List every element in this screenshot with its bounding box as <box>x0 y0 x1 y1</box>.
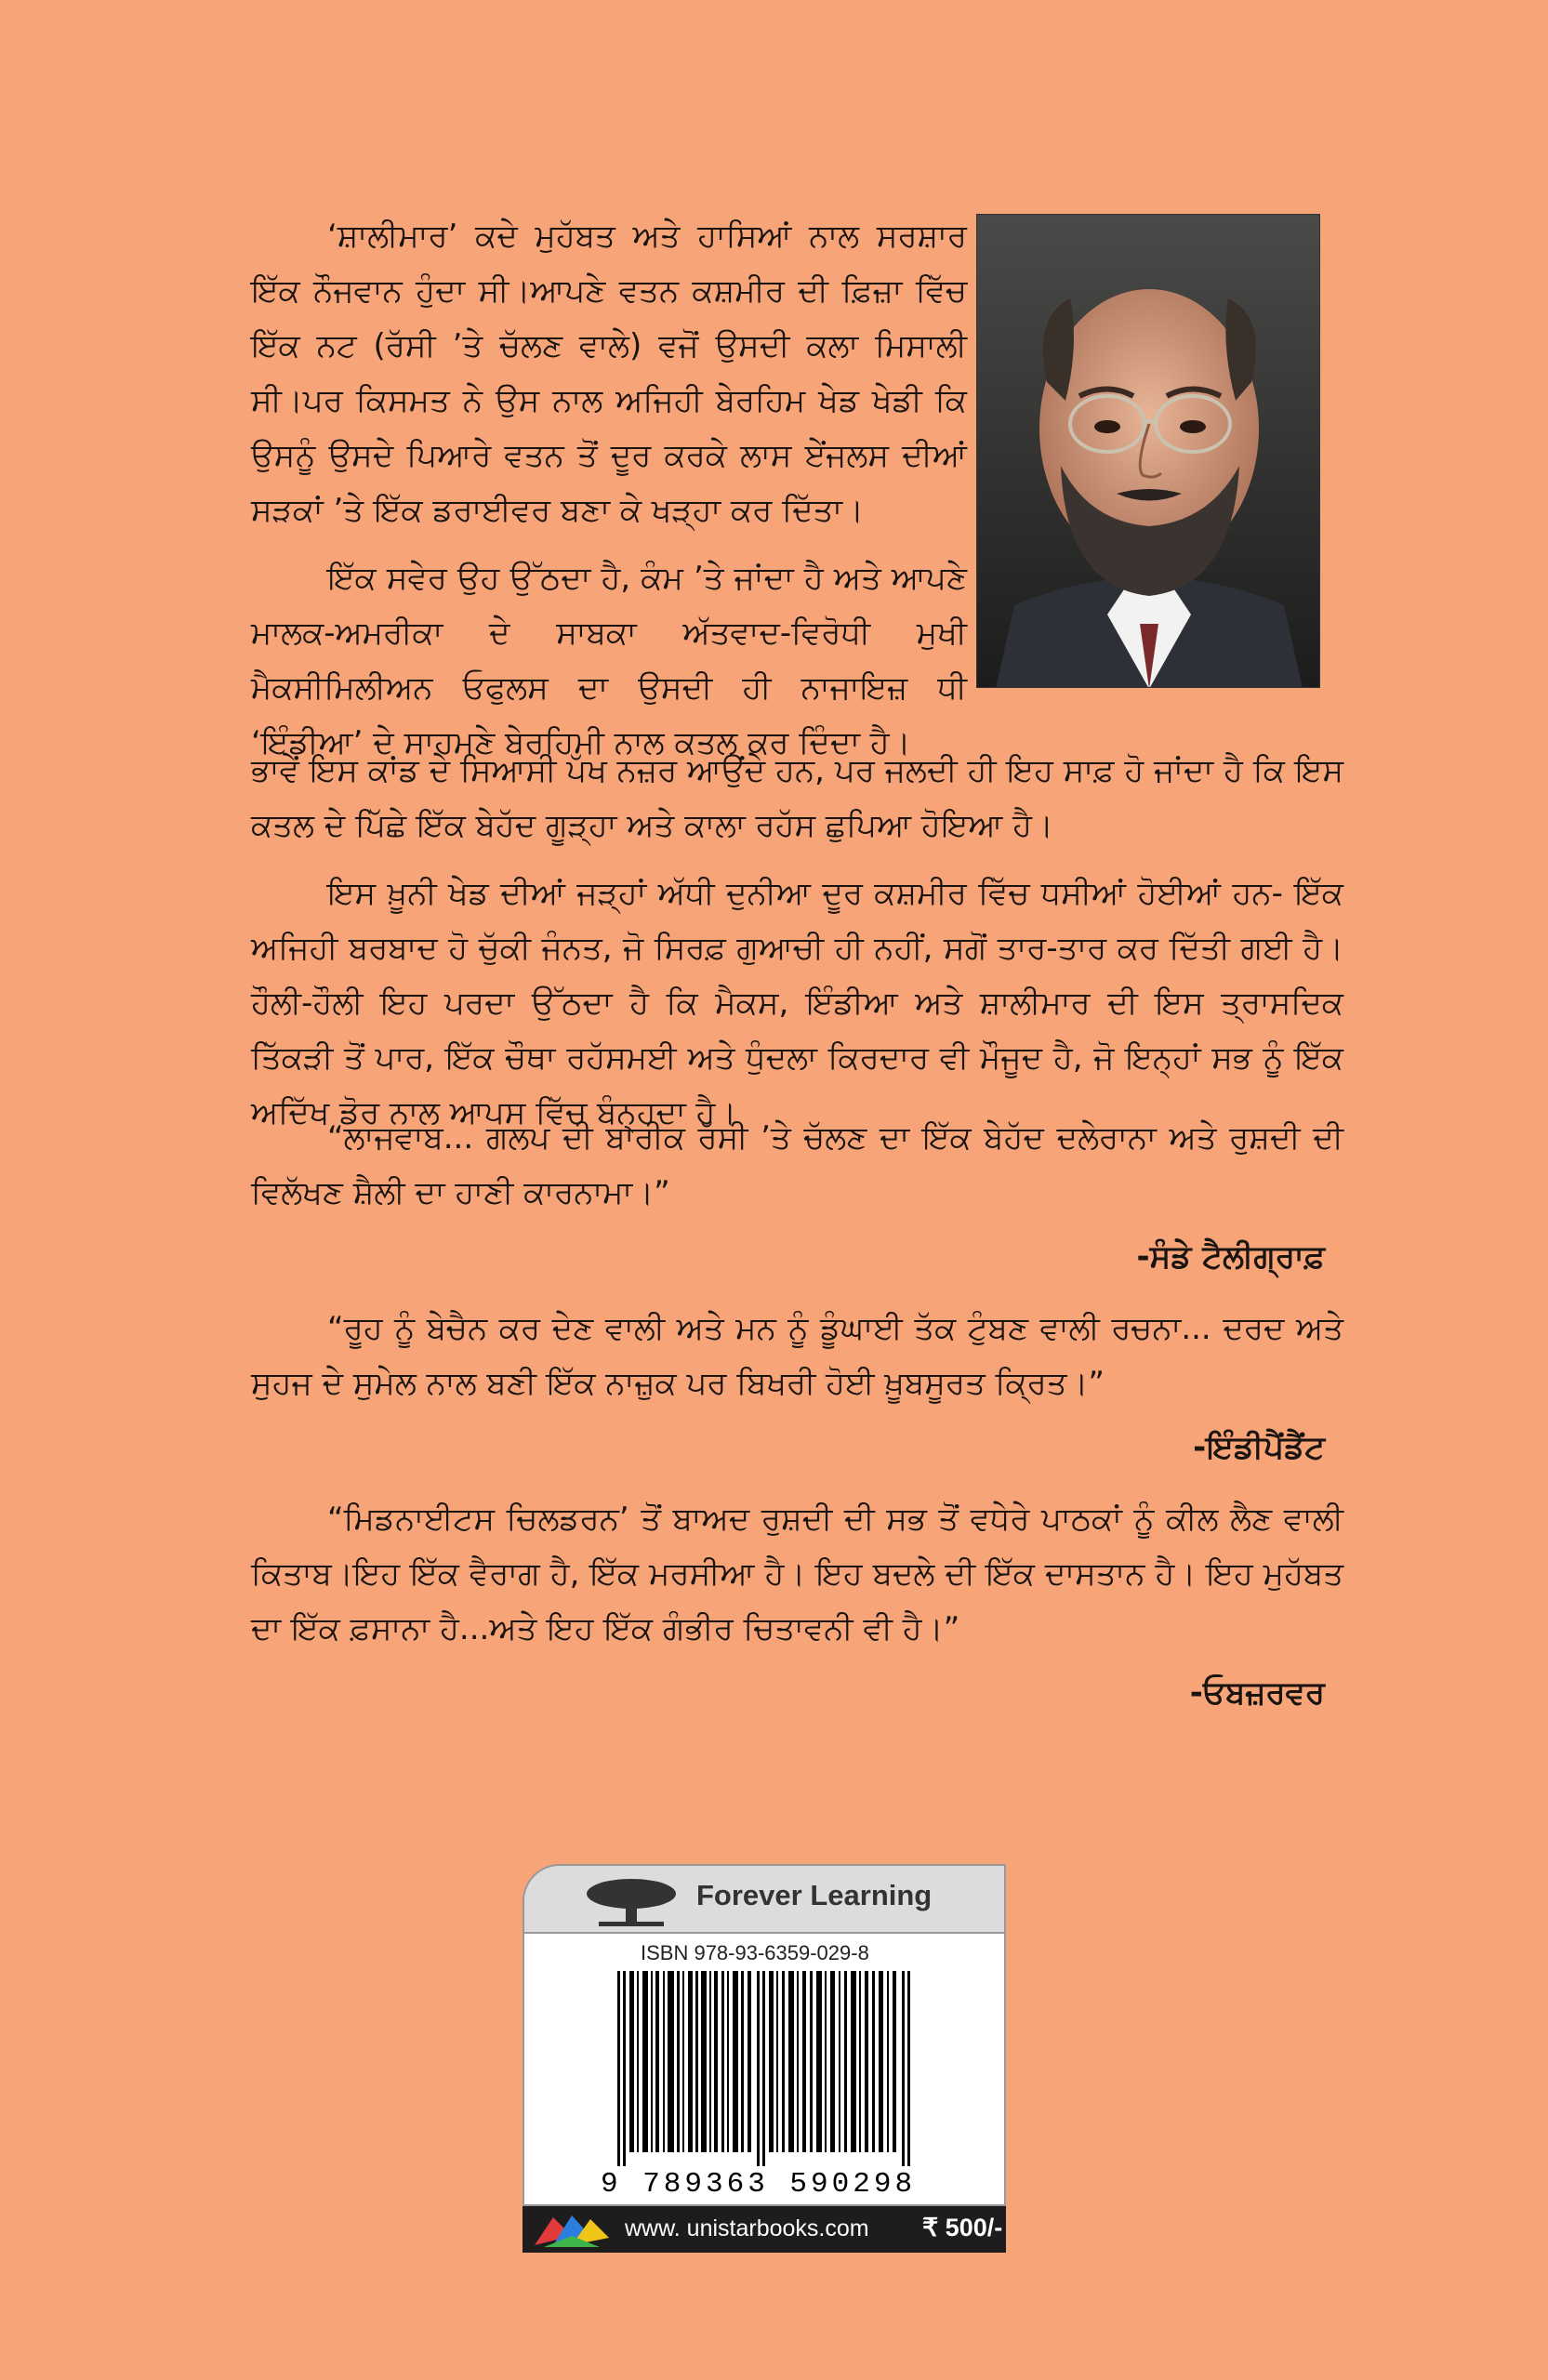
barcode-area <box>523 1932 1006 2206</box>
publisher-bar <box>523 2206 1006 2253</box>
blurb-top <box>251 209 967 784</box>
author-photo <box>976 214 1320 688</box>
review-quote-2: “ਰੂਹ ਨੂੰ ਬੇਚੈਨ ਕਰ ਦੇਣ ਵਾਲੀ ਅਤੇ ਮਨ ਨੂੰ ਡੂੰਘਾਈ ਤੱਕ ਟੁੰਬਣ ਵਾਲੀ ਰਚਨਾ... ਦਰਦ ਅਤੇ ਸੁਹਜ ਦੇ ਸੁਮੇਲ ਨਾਲ ਬਣੀ ਇੱਕ ਨਾਜ਼ੁਕ ਪਰ ਬਿਖਰੀ ਹੋਈ ਖ਼ੂਬਸੂਰਤ ਕ੍ਰਿਤ।” <box>251 1310 1343 1402</box>
author-portrait-image <box>977 215 1320 688</box>
publisher-website: www. unistarbooks.com <box>625 2215 869 2241</box>
review-quotes <box>251 1111 1343 1738</box>
review-source-3: -ਓਬਜ਼ਰਵਰ <box>1189 1674 1325 1712</box>
review-quote-1: “ਲਾਜਵਾਬ... ਗਲਪ ਦੀ ਬਾਰੀਕ ਰੱਸੀ ’ਤੇ ਚੱਲਣ ਦਾ ਇੱਕ ਬੇਹੱਦ ਦਲੇਰਾਨਾ ਅਤੇ ਰੁਸ਼ਦੀ ਦੀ ਵਿਲੱਖਣ ਸ਼ੈਲੀ ਦਾ ਹਾਣੀ ਕਾਰਨਾਮਾ।” <box>251 1119 1343 1211</box>
review-quote-3: “ਮਿਡਨਾਈਟਸ ਚਿਲਡਰਨ’ ਤੋਂ ਬਾਅਦ ਰੁਸ਼ਦੀ ਦੀ ਸਭ ਤੋਂ ਵਧੇਰੇ ਪਾਠਕਾਂ ਨੂੰ ਕੀਲ ਲੈਣ ਵਾਲੀ ਕਿਤਾਬ।ਇਹ ਇੱਕ ਵੈਰਾਗ ਹੈ, ਇੱਕ ਮਰਸੀਆ ਹੈ। ਇਹ ਬਦਲੇ ਦੀ ਇੱਕ ਦਾਸਤਾਨ ਹੈ। ਇਹ ਮੁਹੱਬਤ ਦਾ ਇੱਕ ਫ਼ਸਾਨਾ ਹੈ...ਅਤੇ ਇਹ ਇੱਕ ਗੰਭੀਰ ਚਿਤਾਵਨੀ ਵੀ ਹੈ।” <box>251 1501 1343 1647</box>
barcode-block <box>523 1864 1006 2250</box>
barcode-bars <box>617 1971 915 2166</box>
books-logo-icon <box>530 2208 614 2251</box>
price-label: ₹ 500/- <box>922 2214 1003 2241</box>
publisher-tagline: Forever Learning <box>696 1879 933 1911</box>
review-source-2: -ਇੰਡੀਪੈਂਡੈਂਟ <box>1193 1429 1325 1466</box>
publisher-tab <box>523 1864 1006 1934</box>
blurb-paragraph-2-continued: ਭਾਵੇਂ ਇਸ ਕਾਂਡ ਦੇ ਸਿਆਸੀ ਪੱਖ ਨਜ਼ਰ ਆਉਂਦੇ ਹਨ, ਪਰ ਜਲਦੀ ਹੀ ਇਹ ਸਾਫ਼ ਹੋ ਜਾਂਦਾ ਹੈ ਕਿ ਇਸ ਕਤਲ ਦੇ ਪਿੱਛੇ ਇੱਕ ਬੇਹੱਦ ਗੂੜ੍ਹਾ ਅਤੇ ਕਾਲਾ ਰਹੱਸ ਛੁਪਿਆ ਹੋਇਆ ਹੈ। <box>251 752 1343 844</box>
blurb-paragraph-1: ‘ਸ਼ਾਲੀਮਾਰ’ ਕਦੇ ਮੁਹੱਬਤ ਅਤੇ ਹਾਸਿਆਂ ਨਾਲ ਸਰਸ਼ਾਰ ਇੱਕ ਨੌਜਵਾਨ ਹੁੰਦਾ ਸੀ।ਆਪਣੇ ਵਤਨ ਕਸ਼ਮੀਰ ਦੀ ਫ਼ਿਜ਼ਾ ਵਿੱਚ ਇੱਕ ਨਟ (ਰੱਸੀ ’ਤੇ ਚੱਲਣ ਵਾਲੇ) ਵਜੋਂ ਉਸਦੀ ਕਲਾ ਮਿਸਾਲੀ ਸੀ।ਪਰ ਕਿਸਮਤ ਨੇ ਉਸ ਨਾਲ ਅਜਿਹੀ ਬੇਰਹਿਮ ਖੇਡ ਖੇਡੀ ਕਿ ਉਸਨੂੰ ਉਸਦੇ ਪਿਆਰੇ ਵਤਨ ਤੋਂ ਦੂਰ ਕਰਕੇ ਲਾਸ ਏਂਜਲਸ ਦੀਆਂ ਸੜਕਾਂ ’ਤੇ ਇੱਕ ਡਰਾਈਵਰ ਬਣਾ ਕੇ ਖੜ੍ਹਾ ਕਰ ਦਿੱਤਾ। <box>251 218 967 529</box>
tree-logo-icon <box>580 1873 682 1929</box>
blurb-paragraph-2: ਇੱਕ ਸਵੇਰ ਉਹ ਉੱਠਦਾ ਹੈ, ਕੰਮ ’ਤੇ ਜਾਂਦਾ ਹੈ ਅਤੇ ਆਪਣੇ ਮਾਲਕ-ਅਮਰੀਕਾ ਦੇ ਸਾਬਕਾ ਅੱਤਵਾਦ-ਵਿਰੋਧੀ ਮੁਖੀ ਮੈਕਸੀਮਿਲੀਅਨ ਓਫੁਲਸ ਦਾ ਉਸਦੀ ਹੀ ਨਾਜਾਇਜ਼ ਧੀ ‘ਇੰਡੀਆ’ ਦੇ ਸਾਹਮਣੇ ਬੇਰਹਿਮੀ ਨਾਲ ਕਤਲ ਕਰ ਦਿੰਦਾ ਹੈ। <box>251 560 967 761</box>
isbn-label: ISBN 978-93-6359-029-8 <box>641 1941 869 1964</box>
ean-digits: 9 789363 590298 <box>601 2168 917 2201</box>
blurb-continued <box>251 744 1343 1154</box>
review-source-1: -ਸੰਡੇ ਟੈਲੀਗ੍ਰਾਫ਼ <box>1136 1238 1325 1276</box>
blurb-paragraph-3: ਇਸ ਖ਼ੂਨੀ ਖੇਡ ਦੀਆਂ ਜੜ੍ਹਾਂ ਅੱਧੀ ਦੁਨੀਆ ਦੂਰ ਕਸ਼ਮੀਰ ਵਿੱਚ ਧਸੀਆਂ ਹੋਈਆਂ ਹਨ- ਇੱਕ ਅਜਿਹੀ ਬਰਬਾਦ ਹੋ ਚੁੱਕੀ ਜੰਨਤ, ਜੋ ਸਿਰਫ਼ ਗੁਆਚੀ ਹੀ ਨਹੀਂ, ਸਗੋਂ ਤਾਰ-ਤਾਰ ਕਰ ਦਿੱਤੀ ਗਈ ਹੈ।ਹੌਲੀ-ਹੌਲੀ ਇਹ ਪਰਦਾ ਉੱਠਦਾ ਹੈ ਕਿ ਮੈਕਸ, ਇੰਡੀਆ ਅਤੇ ਸ਼ਾਲੀਮਾਰ ਦੀ ਇਸ ਤ੍ਰਾਸਦਿਕ ਤਿੱਕੜੀ ਤੋਂ ਪਾਰ, ਇੱਕ ਚੌਥਾ ਰਹੱਸਮਈ ਅਤੇ ਧੁੰਦਲਾ ਕਿਰਦਾਰ ਵੀ ਮੌਜੂਦ ਹੈ, ਜੋ ਇਨ੍ਹਾਂ ਸਭ ਨੂੰ ਇੱਕ ਅਦਿੱਖ ਡੋਰ ਨਾਲ ਆਪਸ ਵਿੱਚ ਬੰਨ੍ਹਦਾ ਹੈ। <box>251 875 1343 1131</box>
